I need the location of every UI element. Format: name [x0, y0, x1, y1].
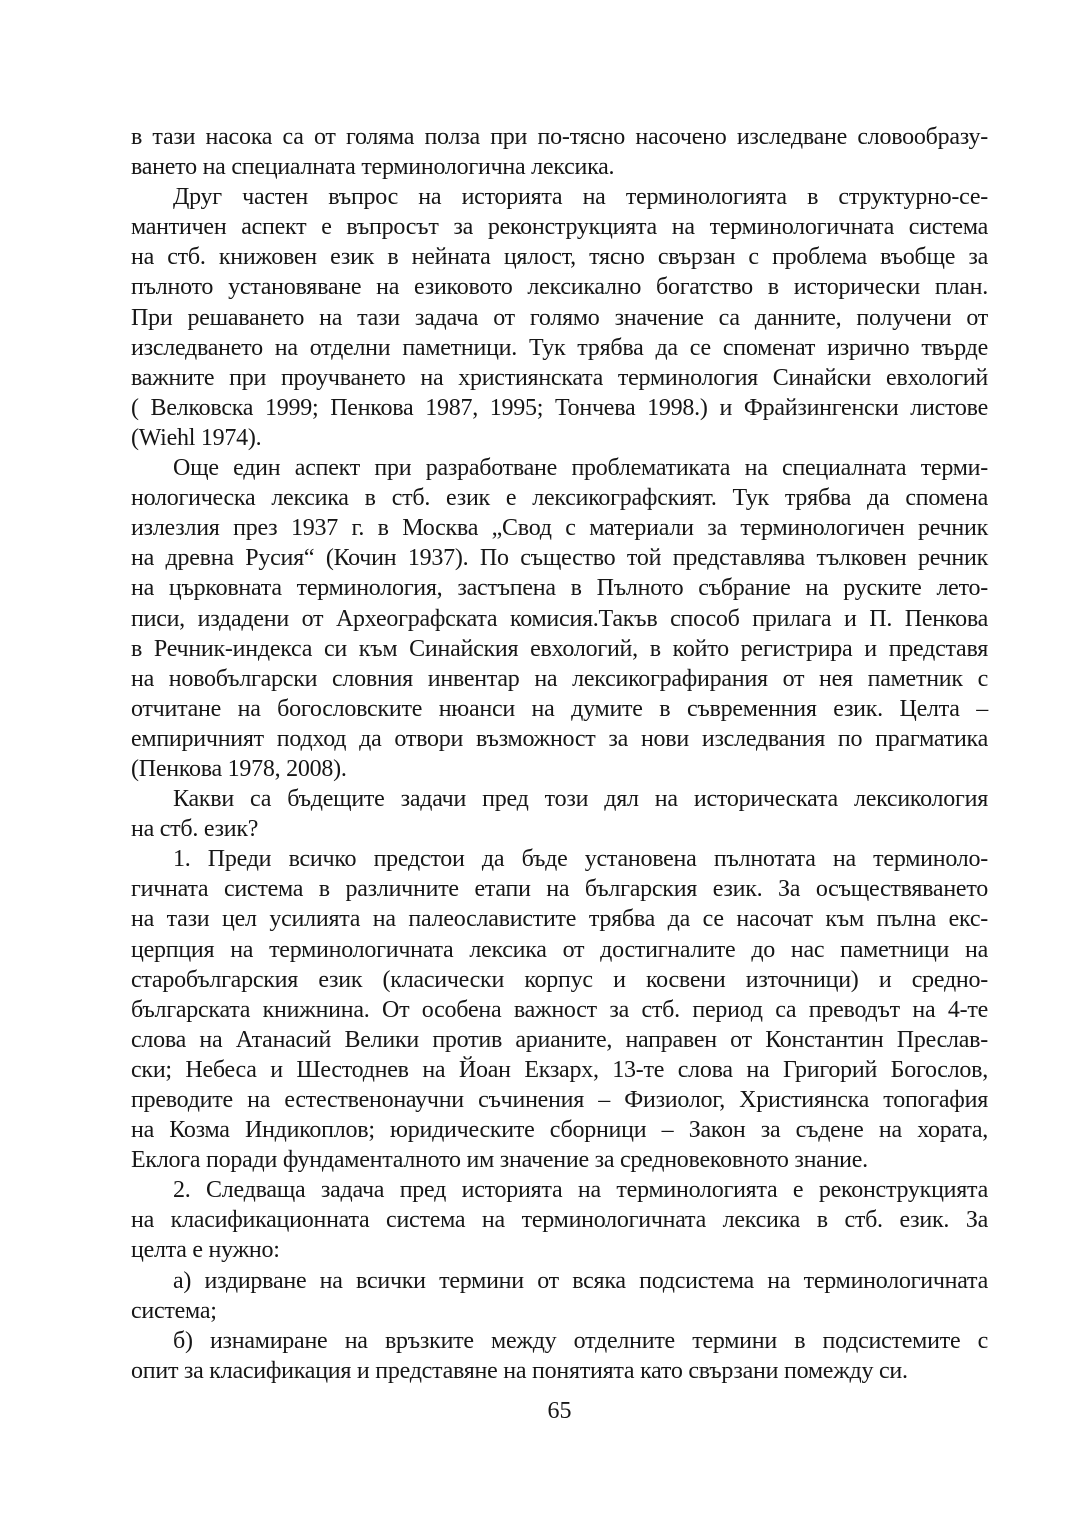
text-line-content: пълното установяване на езиковото лексикално богатство в исторически план. [131, 274, 988, 301]
text-line [131, 303, 988, 333]
text-line [131, 784, 988, 814]
text-line-content: на църковната терминология, застъпена в Пълното събрание на руските лето- [131, 575, 988, 602]
text-line-content: изследването на отделни паметници. Тук трябва да се споменат изрично твърде [131, 334, 988, 361]
text-line [131, 513, 988, 543]
text-line [131, 363, 988, 393]
text-line-content: на тази цел усилията на палеославистите трябва да се насочат към пълна екс- [131, 906, 988, 933]
text-line-content: отчитане на богословските нюанси на думите в съвременния език. Целта – [131, 695, 988, 722]
text-line [131, 1115, 988, 1145]
text-line-content: нологическа лексика в стб. език е лексикографският. Тук трябва да спомена [131, 485, 988, 512]
text-line-content: на класификационната система на терминологичната лексика в стб. език. За [131, 1207, 988, 1234]
text-line-content: на Козма Индикоплов; юридическите сборници – Закон за съдене на хората, [131, 1117, 988, 1144]
text-line [131, 1266, 988, 1296]
text-line [131, 122, 988, 152]
text-line [131, 272, 988, 302]
text-line [131, 604, 988, 634]
text-line-content: 1. Преди всичко предстои да бъде установена пълнотата на терминоло- [173, 846, 988, 873]
text-line [131, 1356, 988, 1386]
text-line [131, 1326, 988, 1356]
text-line-content: 2. Следваща задача пред историята на терминологията е реконструкцията [173, 1177, 988, 1204]
text-line [131, 664, 988, 694]
text-line-content: в тази насока са от голяма полза при по-тясно насочено изследване словообразу- [131, 124, 988, 150]
text-line [131, 393, 988, 423]
text-line [131, 634, 988, 664]
text-line-content: Еклога поради фундаменталното им значение за средновековното знание. [131, 1147, 868, 1174]
text-line [131, 995, 988, 1025]
text-line [131, 242, 988, 272]
text-line [131, 1025, 988, 1055]
text-line [131, 904, 988, 934]
text-line [131, 543, 988, 573]
text-line-content: мантичен аспект е въпросът за реконструкцията на терминологичната система [131, 214, 988, 241]
text-line-content: преводите на естественонаучни съчинения – Физиолог, Християнска топогафия [131, 1087, 988, 1113]
text-line-content: ( Велковска 1999; Пенкова 1987, 1995; Тончева 1998.) и Фрайзингенски листове [131, 394, 988, 421]
text-line-content: (Wiehl 1974). [131, 424, 262, 451]
text-line-content: важните при проучването на християнската терминология Синайски евхологий [131, 364, 988, 391]
text-line [131, 814, 988, 844]
text-line-content: опит за класификация и представяне на понятията като свързани помежду си. [131, 1357, 908, 1384]
page-number: 65 [547, 1398, 572, 1424]
text-line-content: гичната система в различните етапи на българския език. За осъществяването [131, 876, 988, 903]
text-line [131, 1085, 988, 1115]
text-line [131, 694, 988, 724]
text-line [131, 1175, 988, 1205]
text-line [131, 754, 988, 784]
text-line-content: При решаването на тази задача от голямо значение са данните, получени от [131, 304, 988, 331]
text-line-content: българската книжнина. От особена важност за стб. период са преводът на 4-те [131, 996, 988, 1023]
text-line [131, 1235, 988, 1265]
text-line-content: целта е нужно: [131, 1237, 280, 1264]
text-line-content: Още един аспект при разработване проблематиката на специалната терми- [173, 455, 988, 482]
text-line [131, 844, 988, 874]
text-line-content: писи, издадени от Археографската комисия.Такъв способ прилага и П. Пенкова [131, 605, 988, 632]
text-line [131, 1296, 988, 1326]
text-line [131, 965, 988, 995]
text-line [131, 1145, 988, 1175]
text-line-content: система; [131, 1297, 217, 1324]
text-line-content: (Пенкова 1978, 2008). [131, 755, 347, 782]
text-line [131, 724, 988, 754]
text-line [131, 152, 988, 182]
text-line [131, 423, 988, 453]
text-line [131, 333, 988, 363]
text-line-content: на древна Русия“ (Кочин 1937). По същество той представлява тълковен речник [131, 545, 988, 572]
text-line [131, 212, 988, 242]
text-line-content: б) изнамиране на връзките между отделните термини в подсистемите с [173, 1327, 988, 1354]
text-line-content: на новобългарски словния инвентар на лексикографирания от нея паметник с [131, 665, 988, 692]
text-line-content: ването на специалната терминологична лексика. [131, 154, 615, 181]
text-line-content: старобългарския език (класически корпус и косвени източници) и средно- [131, 966, 988, 993]
text-line-content: на стб. книжовен език в нейната цялост, тясно свързан с проблема въобще за [131, 244, 988, 271]
text-line-content: в Речник-индекса си към Синайския евхологий, в който регистрира и представя [131, 635, 988, 662]
text-line-content: емпиричният подход да отвори възможност за нови изследвания по прагматика [131, 725, 988, 752]
text-line [131, 874, 988, 904]
text-line [131, 1055, 988, 1085]
text-line-content: ски; Небеса и Шестоднев на Йоан Екзарх, 13-те слова на Григорий Богослов, [131, 1056, 988, 1083]
text-line-content: на стб. език? [131, 816, 259, 843]
text-line-content: излезлия през 1937 г. в Москва „Свод с материали за терминологичен речник [131, 515, 988, 542]
text-line [131, 483, 988, 513]
text-line [131, 182, 988, 212]
text-line [131, 573, 988, 603]
text-line-content: церпция на терминологичната лексика от достигналите до нас паметници на [131, 936, 988, 963]
text-line [131, 1205, 988, 1235]
text-line [131, 935, 988, 965]
text-line-content: а) издирване на всички термини от всяка подсистема на терминологичната [173, 1267, 988, 1294]
text-line [131, 453, 988, 483]
text-line-content: слова на Атанасий Велики против арианите, направен от Константин Преслав- [131, 1026, 988, 1053]
text-line-content: Друг частен въпрос на историята на терминологията в структурно-се- [173, 184, 988, 211]
text-line-content: Какви са бъдещите задачи пред този дял на историческата лексикология [173, 786, 988, 813]
text-block [131, 122, 988, 1386]
